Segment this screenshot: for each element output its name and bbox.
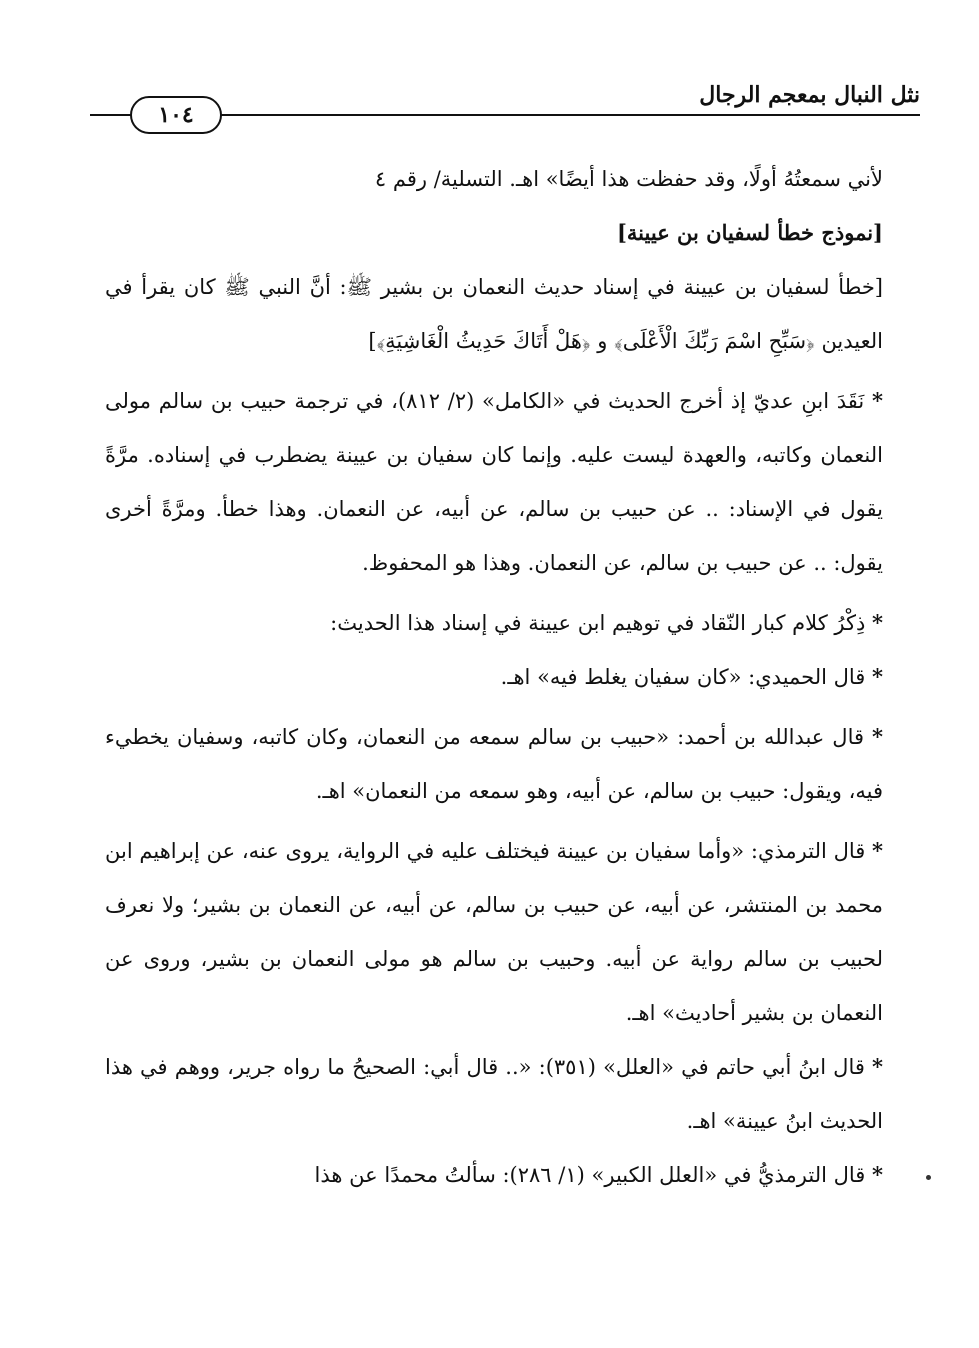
asterisk-bullet: *	[872, 1162, 883, 1187]
paragraph-text: ذِكْرُ كلام كبار النّقاد في توهيم ابن عيينة في إسناد هذا الحديث:	[330, 611, 866, 635]
asterisk-bullet: *	[872, 838, 883, 863]
book-title: نثل النبال بمعجم الرجال	[699, 82, 920, 108]
paragraph-continuation: لأني سمعتُهُ أولًا، وقد حفظت هذا أيضًا» اهـ. التسلية/ رقم ٤	[374, 167, 883, 191]
section-heading: [نموذج خطأ لسفيان بن عيينة]	[616, 220, 883, 245]
body-text	[105, 152, 883, 1202]
paragraph-ibn-adi	[105, 374, 883, 590]
paragraph-tirmidhi-ilal	[105, 1148, 883, 1202]
paragraph-text: قال الترمذيُّ في «العلل الكبير» (١/ ٢٨٦): سألتُ محمدًا عن هذا	[314, 1163, 866, 1187]
running-header	[90, 80, 920, 136]
paragraph-tirmidhi	[105, 824, 883, 1040]
asterisk-bullet: *	[872, 388, 883, 413]
paragraph-ibn-abi-hatim	[105, 1040, 883, 1148]
paragraph-text: قال الحميدي: «كان سفيان يغلط فيه» اهـ.	[500, 665, 866, 689]
asterisk-bullet: *	[872, 724, 883, 749]
paragraph-critics	[105, 596, 883, 650]
paragraph-humaydi	[105, 650, 883, 704]
page-number: ١٠٤	[130, 96, 222, 134]
subsection-heading: [خطأ لسفيان بن عيينة في إسناد حديث النعمان بن بشير ﷺ: أنَّ النبي ﷺ كان يقرأ في العيدين ﴿سَبِّحِ اسْمَ رَبِّكَ الْأَعْلَى﴾ و ﴿هَلْ أَتَاكَ حَدِيثُ الْغَاشِيَةِ﴾]	[105, 275, 883, 353]
margin-mark	[926, 1175, 931, 1180]
asterisk-bullet: *	[872, 610, 883, 635]
paragraph-text: نَقَدَ ابنِ عديّ إذ أخرج الحديث في «الكامل» (٢/ ٨١٢)، في ترجمة حبيب بن سالم مولى النعمان وكاتبه، والعهدة ليست عليه. وإنما كان سفيان بن عيينة يضطرب في إسناده. مرَّةً يقول في الإسناد: .. عن حبيب بن سالم، عن أبيه، عن النعمان. وهذا خطأ. ومرَّةً أخرى يقول: .. عن حبيب بن سالم، عن النعمان. وهذا هو المحفوظ.	[105, 389, 883, 575]
paragraph-text: قال ابنُ أبي حاتم في «العلل» (٣٥١): «.. قال أبي: الصحيحُ ما رواه جرير، ووهم في هذا الحديث ابنُ عيينة» اهـ.	[105, 1055, 883, 1133]
paragraph-abdullah	[105, 710, 883, 818]
paragraph-text: قال الترمذي: «وأما سفيان بن عيينة فيختلف عليه في الرواية، يروى عنه، عن إبراهيم ابن محمد بن المنتشر، عن أبيه، عن حبيب بن سالم، عن أبيه، عن النعمان بن بشير؛ ولا نعرف لحبيب بن سالم رواية عن أبيه. وحبيب بن سالم هو مولى النعمان بن بشير، وروى عن النعمان بن بشير أحاديث» اهـ.	[105, 839, 883, 1025]
paragraph-text: قال عبدالله بن أحمد: «حبيب بن سالم سمعه من النعمان، وكان كاتبه، وسفيان يخطيء فيه، ويقول: حبيب بن سالم، عن أبيه، وهو سمعه من النعمان» اهـ.	[105, 725, 883, 803]
asterisk-bullet: *	[872, 1054, 883, 1079]
asterisk-bullet: *	[872, 664, 883, 689]
